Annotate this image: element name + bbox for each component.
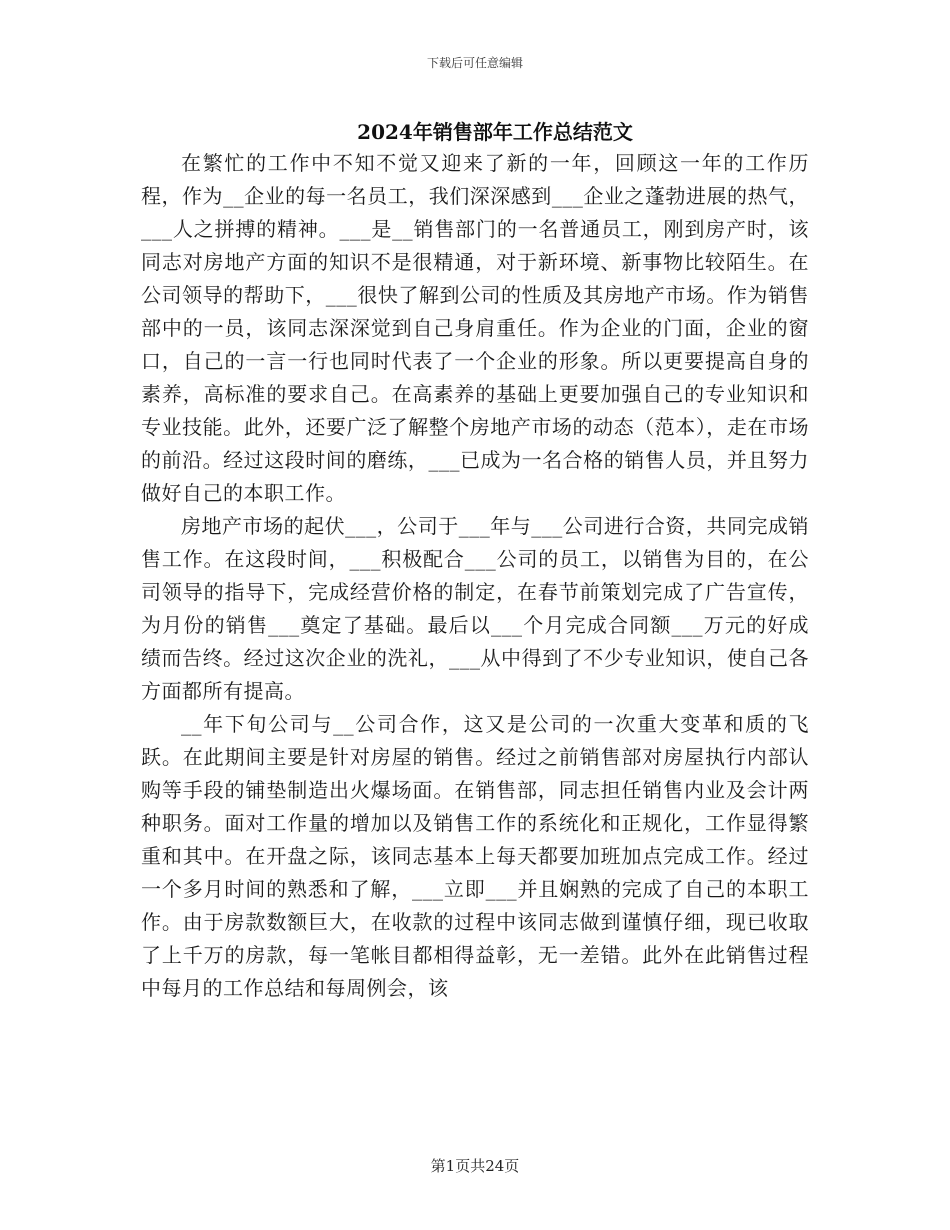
paragraph-1: 在繁忙的工作中不知不觉又迎来了新的一年，回顾这一年的工作历程，作为__企业的每一名员工，我们深深感到___企业之蓬勃进展的热气，___人之拼搏的精神。___是__销售部门的一名普通员工，刚到房产时，该同志对房地产方面的知识不是很精通，对于新环境、新事物比较陌生。在公司领导的帮助下，___很快了解到公司的性质及其房地产市场。作为销售部中的一员，该同志深深觉到自己身肩重任。作为企业的门面，企业的窗口，自己的一言一行也同时代表了一个企业的形象。所以更要提高自身的素养，高标准的要求自己。在高素养的基础上更要加强自己的专业知识和专业技能。此外，还要广泛了解整个房地产市场的动态（范本），走在市场的前沿。经过这段时间的磨练，___已成为一名合格的销售人员，并且努力做好自己的本职工作。 bbox=[141, 151, 809, 505]
paragraph-3: __年下旬公司与__公司合作，这又是公司的一次重大变革和质的飞跃。在此期间主要是针对房屋的销售。经过之前销售部对房屋执行内部认购等手段的铺垫制造出火爆场面。在销售部，同志担任销售内业及会计两种职务。面对工作量的增加以及销售工作的系统化和正规化，工作显得繁重和其中。在开盘之际，该同志基本上每天都要加班加点完成工作。经过一个多月时间的熟悉和了解，___立即___并且娴熟的完成了自己的本职工作。由于房款数额巨大，在收款的过程中该同志做到谨慎仔细，现已收取了上千万的房款，每一笔帐目都相得益彰，无一差错。此外在此销售过程中每月的工作总结和每周例会，该 bbox=[141, 712, 809, 1000]
document-body bbox=[141, 147, 809, 1005]
paragraph-2: 房地产市场的起伏___，公司于___年与___公司进行合资，共同完成销售工作。在这段时间，___积极配合___公司的员工，以销售为目的，在公司领导的指导下，完成经营价格的制定，在春节前策划完成了广告宣传，为月份的销售___奠定了基础。最后以___个月完成合同额___万元的好成绩而告终。经过这次企业的洗礼，___从中得到了不少专业知识，使自己各方面都所有提高。 bbox=[141, 514, 809, 703]
header-note: 下载后可任意编辑 bbox=[426, 56, 523, 70]
page-indicator: 第1页共24页 bbox=[430, 1157, 520, 1175]
document-title: 2024年销售部年工作总结范文 bbox=[357, 120, 633, 144]
